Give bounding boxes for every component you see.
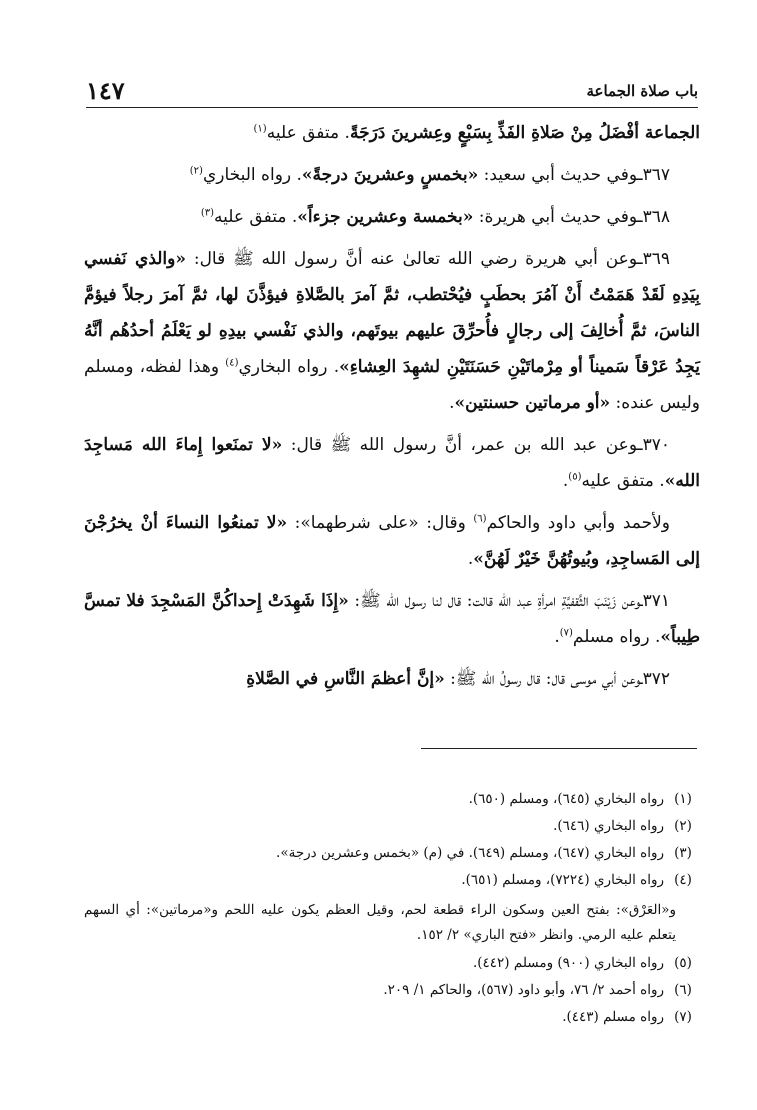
- hadith-text: «لا تمنعُوا النساءَ أنْ يخرُجْنَ إلى المَساجِدِ، وبُيوتُهُنَّ خَيْرٌ لَهُنَّ»: [84, 513, 700, 569]
- source-text: . رواه مسلم: [572, 627, 661, 647]
- source-text: وهذا لفظه، ومسلم وليس عنده:: [84, 357, 700, 413]
- punctuation: .: [562, 471, 569, 491]
- hadith-text: «بخمسٍ وعشرينَ درجةً»: [301, 165, 479, 185]
- punctuation: .: [449, 393, 455, 413]
- footnote-text: رواه البخاري (٦٤٦).: [553, 818, 664, 834]
- hadith-number: ٣٦٩ـ: [637, 249, 670, 269]
- hadith-368: [84, 199, 700, 235]
- footnote-number: (٦): [674, 982, 692, 998]
- narration-text: وعن زَيْنَبَ الثَّقفيَّةِ امرأةِ عبد الله قالت: قال لنا رسول الله ﷺ:: [348, 591, 641, 611]
- narration-text: وعن عبد الله بن عمر، أنَّ رسول الله ﷺ قال:: [282, 435, 638, 455]
- footnote-text: رواه البخاري (٩٠٠) ومسلم (٤٤٢).: [472, 955, 664, 971]
- footnote-ref: (٢): [189, 165, 203, 177]
- footnote-note: و«العَرْق»: بفتح العين وسكون الراء قطعة لحم، وقيل العظم يكون عليه اللحم و«مرماتين»: أي السهم يتعلم عليه الرمي. وانظر «فتح الباري» ٢/ ١٥٢.: [84, 902, 676, 943]
- source-text: . متفق عليه: [581, 471, 665, 491]
- source-text: . متفق عليه: [214, 207, 298, 227]
- footnote-ref: (٧): [559, 627, 573, 639]
- hadith-number: ٣٦٨ـ: [637, 207, 670, 227]
- footnote-ref: (٤): [225, 357, 239, 369]
- footnote: [84, 950, 702, 977]
- hadith-text: «والذي نَفسي بِيَدِهِ لَقَدْ هَمَمْتُ أَنْ آمُرَ بحطَبٍ فيُحْتطب، ثمَّ آمرَ بالصَّلاةِ فيؤذَّنَ لها، ثمَّ آمرَ رجلاً فيؤمَّ الناسَ، ثمَّ أُخالِفَ إلى رجالٍ فأُحرِّقَ عليهم بيوتَهم، والذي نَفْسي بيدِهِ لو يَعْلَمُ أحدُهُم أنَّهُ يَجِدُ عَرْقاً سَميناً أو مِرْماتَيْنِ حَسَنَتَيْنِ لشهِدَ العِشاءِ»: [84, 249, 700, 377]
- footnote: [84, 867, 702, 894]
- hadith-number: ٣٧٠ـ: [637, 435, 671, 455]
- punctuation: .: [554, 627, 560, 647]
- footnote-number: (٣): [674, 845, 692, 861]
- header-divider: [86, 107, 698, 108]
- footnote-text: رواه البخاري (٦٤٧)، ومسلم (٦٤٩). في (م) «بخمس وعشرين درجة».: [276, 845, 664, 861]
- hadith-text: «إِذَا شَهِدَتْ إِحداكُنَّ المَسْجِدَ فلا تمسَّ طِيباً»: [84, 591, 700, 647]
- main-text: [84, 115, 700, 703]
- footnote-text: رواه مسلم (٤٤٣).: [562, 1009, 664, 1025]
- paragraph-continuation: [84, 115, 700, 151]
- footnotes: [84, 786, 702, 1031]
- page-number: ١٤٧: [86, 76, 125, 105]
- source-text: . متفق عليه: [266, 123, 350, 143]
- hadith-text: «إنَّ أعظمَ النَّاسِ في الصَّلاةِ: [246, 669, 445, 689]
- footnote: [84, 786, 702, 813]
- hadith-text: الجماعة أفْضَلُ مِنْ صَلاةِ الفَذِّ بِسَبْعٍ وعِشرينَ دَرَجَةً: [349, 123, 700, 143]
- hadith-text: «لا تمنَعوا إِماءَ الله مَساجِدَ الله»: [84, 435, 700, 491]
- footnote: [84, 840, 702, 867]
- chapter-title: باب صلاة الجماعة: [586, 82, 698, 100]
- hadith-number: ٣٧١ـ: [640, 591, 670, 611]
- footnote-divider: [421, 748, 697, 749]
- narration-text: وعن أبي هريرة رضي الله تعالىٰ عنه أنَّ رسول الله ﷺ قال:: [186, 249, 638, 269]
- narration-text: وقال: «على شرطهما»:: [287, 513, 474, 533]
- hadith-369: [84, 241, 700, 421]
- hadith-372: [84, 661, 700, 697]
- hadith-number: ٣٦٧ـ: [637, 165, 670, 185]
- footnote-text: رواه أحمد ٢/ ٧٦، وأبو داود (٥٦٧)، والحاكم ١/ ٢٠٩.: [383, 982, 664, 998]
- hadith-371: [84, 583, 700, 655]
- footnote-ref: (٦): [473, 513, 487, 525]
- narration-text: ولأحمد وأبي داود والحاكم: [486, 513, 670, 533]
- narration-text: وعن أبي موسى قال: قال رسولُ الله ﷺ:: [444, 669, 641, 689]
- footnote-number: (٥): [674, 955, 692, 971]
- page-header: [86, 78, 698, 108]
- footnote: [84, 977, 702, 1004]
- footnote-number: (٧): [674, 1009, 692, 1025]
- hadith-370: [84, 427, 700, 499]
- narration-text: وفي حديث أبي هريرة:: [473, 207, 638, 227]
- footnote: [84, 1004, 702, 1031]
- footnote-number: (٢): [674, 818, 692, 834]
- source-text: . رواه البخاري: [238, 357, 340, 377]
- hadith-367: [84, 157, 700, 193]
- footnote-text: رواه البخاري (٦٤٥)، ومسلم (٦٥٠).: [468, 791, 664, 807]
- footnote: [84, 813, 702, 840]
- footnote-number: (١): [674, 791, 692, 807]
- narration-text: وفي حديث أبي سعيد:: [478, 165, 638, 185]
- punctuation: .: [467, 549, 474, 569]
- hadith-370-variant: [84, 505, 700, 577]
- footnote-text: رواه البخاري (٧٢٢٤)، ومسلم (٦٥١).: [461, 872, 664, 888]
- footnote-ref: (٣): [200, 207, 215, 219]
- hadith-number: ٣٧٢ـ: [640, 669, 670, 689]
- hadith-text: «أو مرماتين حسنتين»: [454, 393, 611, 413]
- footnote-ref: (١): [253, 123, 267, 135]
- footnote-ref: (٥): [568, 471, 582, 483]
- source-text: . رواه البخاري: [202, 165, 302, 185]
- hadith-text: «بخمسة وعشرين جزءاً»: [297, 207, 474, 227]
- footnote-number: (٤): [674, 872, 692, 888]
